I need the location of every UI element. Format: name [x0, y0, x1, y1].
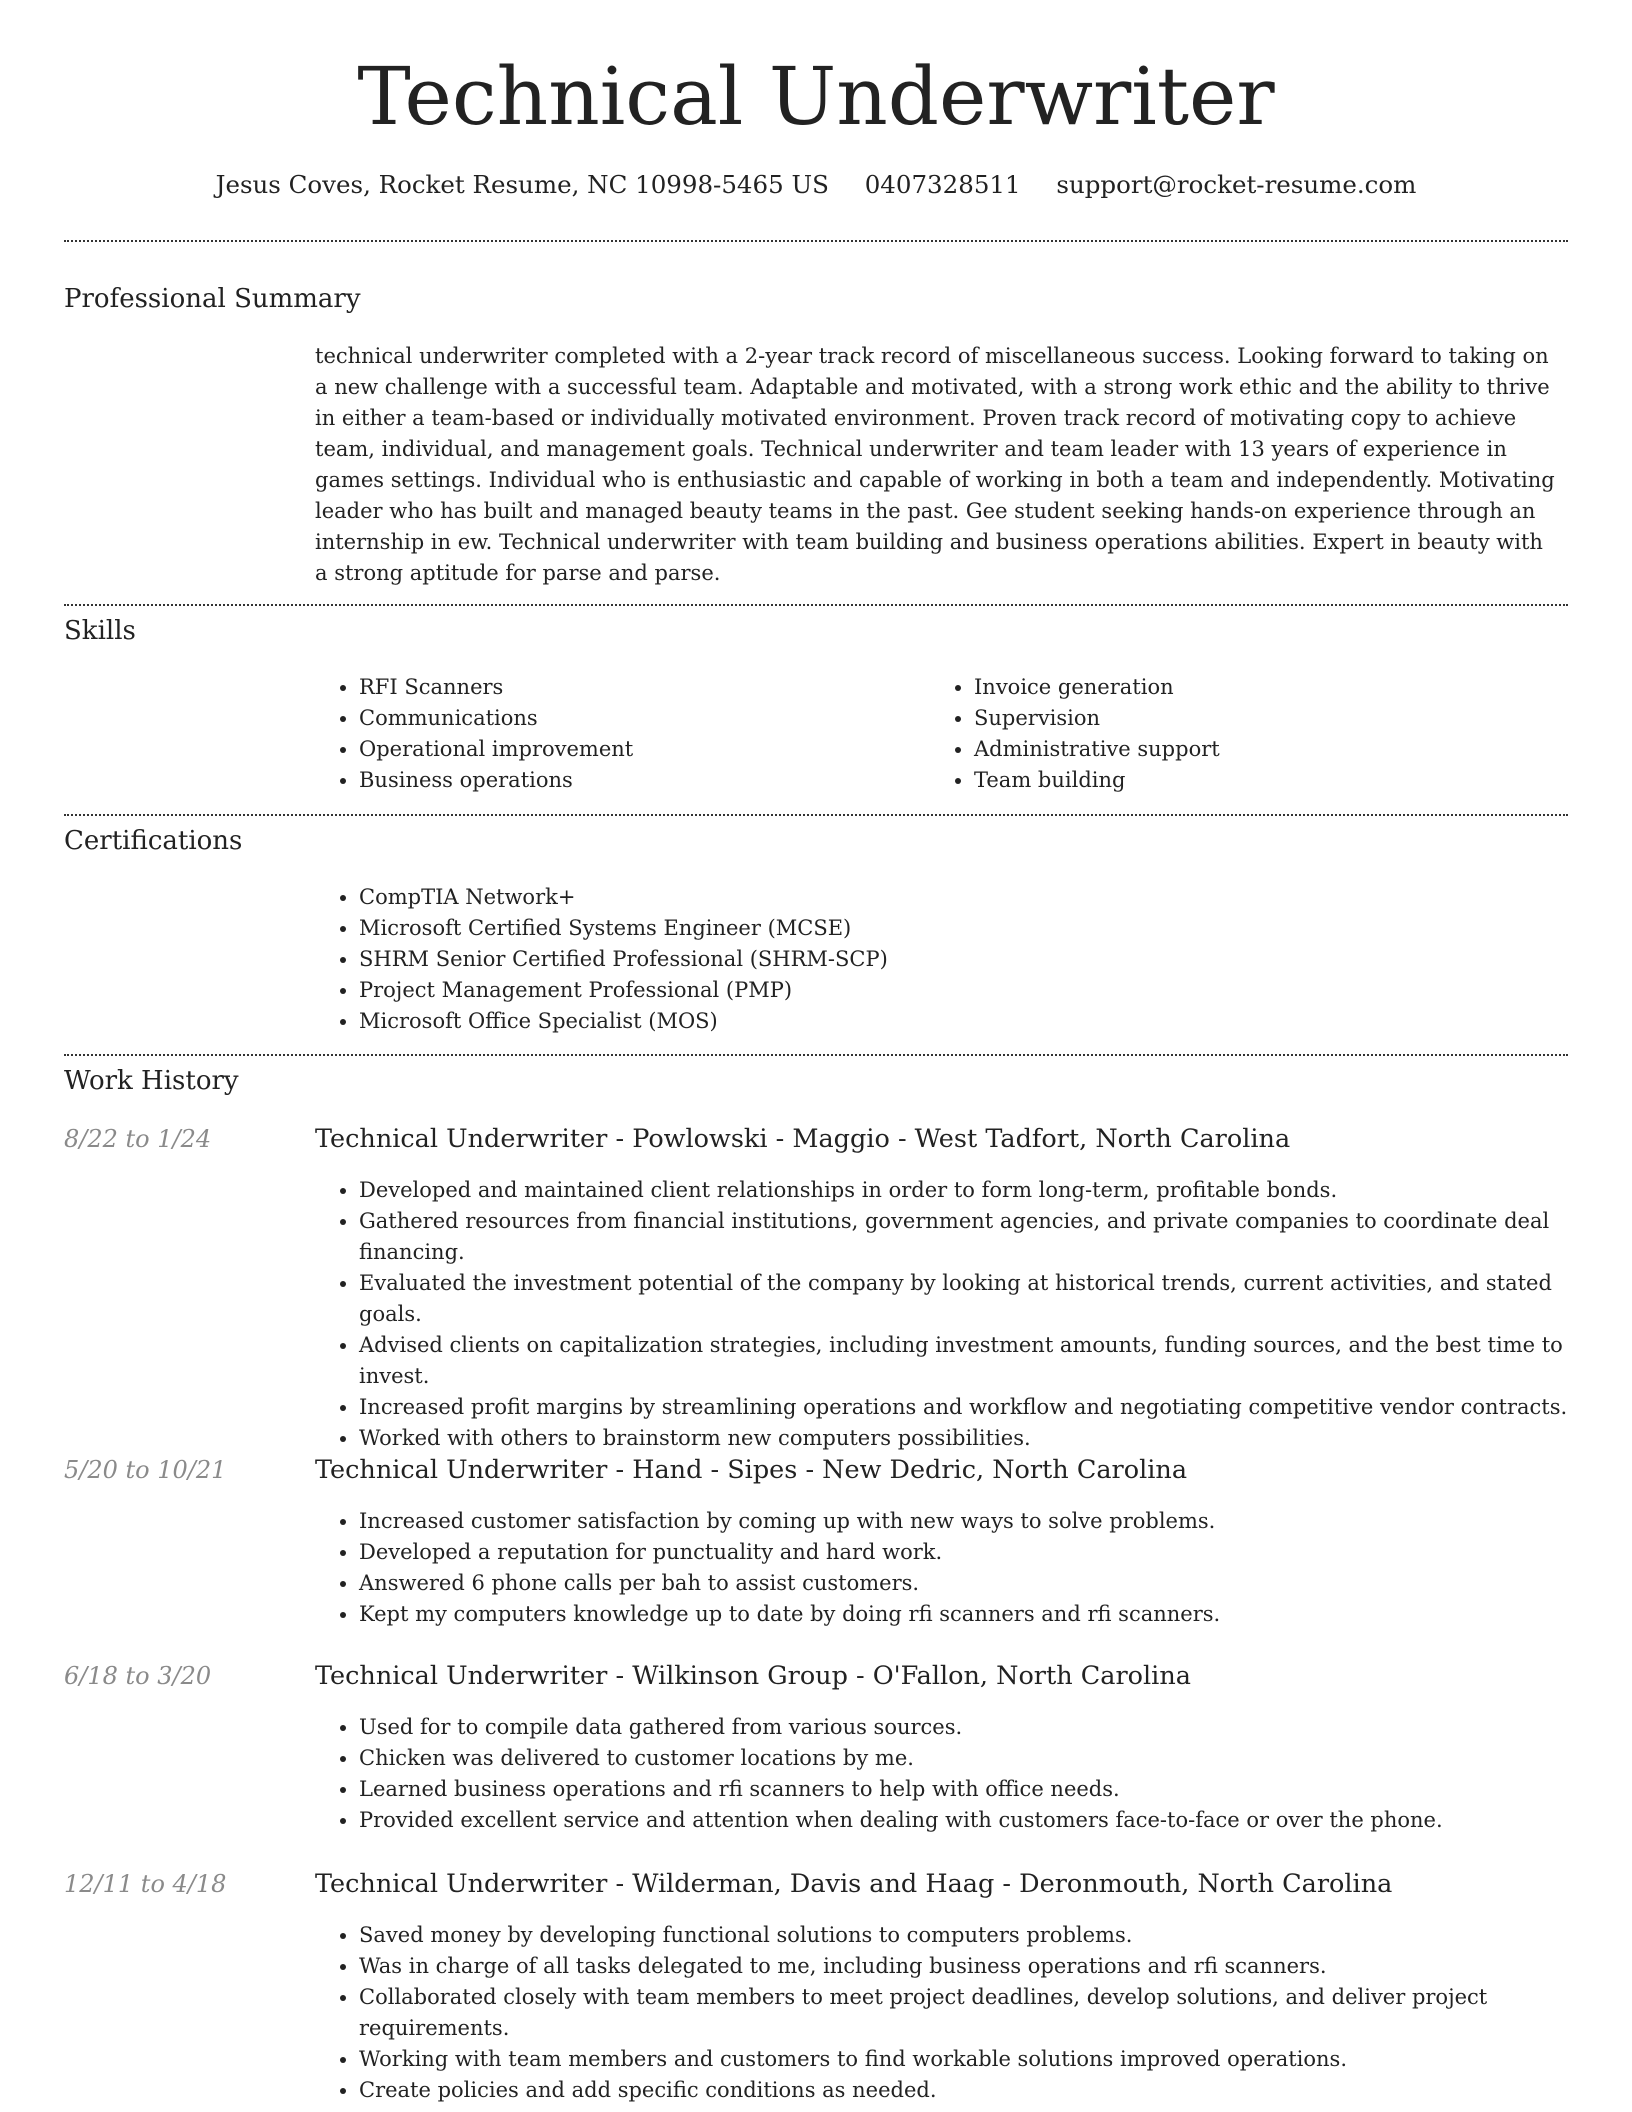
job-dates: 6/18 to 3/20: [64, 1662, 212, 1690]
skill-item: • Supervision: [974, 703, 1574, 734]
job-bullet: • Collaborated closely with team members to meet project deadlines, develop solutions, and deliver project requirements.: [359, 1982, 1609, 2044]
job-dates: 5/20 to 10/21: [64, 1456, 227, 1484]
divider: [64, 604, 1568, 606]
job-dates: 8/22 to 1/24: [64, 1125, 212, 1153]
job-bullet: • Developed a reputation for punctuality and hard work.: [359, 1537, 1609, 1568]
skill-item: • Communications: [359, 703, 919, 734]
job-bullet: • Developed and maintained client relationships in order to form long-term, profitable bonds.: [359, 1175, 1609, 1206]
job-role: Technical Underwriter: [315, 1869, 608, 1899]
job-dates: 12/11 to 4/18: [64, 1870, 227, 1898]
job-company: Hand - Sipes: [632, 1455, 798, 1485]
job-bullet: • Working with team members and customers to find workable solutions improved operations.: [359, 2044, 1609, 2075]
divider: [64, 814, 1568, 816]
job-bullets: [315, 1506, 1609, 1630]
job-bullet: • Kept my computers knowledge up to date by doing rfi scanners and rfi scanners.: [359, 1599, 1609, 1630]
certification-item: • CompTIA Network+: [359, 882, 1559, 913]
section-title-certifications: Certifications: [64, 826, 243, 856]
job-bullet: • Worked with others to brainstorm new computers possibilities.: [359, 1423, 1609, 1454]
job-heading: Technical Underwriter - Powlowski - Maggio - West Tadfort, North Carolina: [315, 1124, 1291, 1154]
certification-item: • Project Management Professional (PMP): [359, 975, 1559, 1006]
certification-item: • Microsoft Certified Systems Engineer (MCSE): [359, 913, 1559, 944]
contact-phone: 0407328511: [864, 170, 1021, 199]
skill-item: • RFI Scanners: [359, 672, 919, 703]
job-heading: Technical Underwriter - Wilderman, Davis and Haag - Deronmouth, North Carolina: [315, 1869, 1393, 1899]
skill-item: • Business operations: [359, 765, 919, 796]
job-bullet: • Used for to compile data gathered from various sources.: [359, 1712, 1609, 1743]
contact-email: support@rocket-resume.com: [1056, 170, 1417, 199]
divider: [64, 240, 1568, 242]
job-bullet: • Create policies and add specific conditions as needed.: [359, 2075, 1609, 2106]
job-bullet: • Increased profit margins by streamlining operations and workflow and negotiating competitive vendor contracts.: [359, 1392, 1609, 1423]
skill-item: • Team building: [974, 765, 1574, 796]
certification-item: • Microsoft Office Specialist (MOS): [359, 1006, 1559, 1037]
job-bullet: • Learned business operations and rfi scanners to help with office needs.: [359, 1774, 1609, 1805]
job-bullets: [315, 1920, 1609, 2106]
contact-line: [0, 170, 1632, 199]
job-bullet: • Chicken was delivered to customer locations by me.: [359, 1743, 1609, 1774]
skill-item: • Operational improvement: [359, 734, 919, 765]
job-bullet: • Was in charge of all tasks delegated to me, including business operations and rfi scanners.: [359, 1951, 1609, 1982]
resume-name: Technical Underwriter: [357, 50, 1275, 143]
job-company: Powlowski - Maggio: [632, 1124, 890, 1154]
skills-list-right: [930, 672, 1574, 796]
job-location: New Dedric, North Carolina: [822, 1455, 1188, 1485]
certification-item: • SHRM Senior Certified Professional (SHRM-SCP): [359, 944, 1559, 975]
section-title-summary: Professional Summary: [64, 284, 361, 314]
job-company: Wilderman, Davis and Haag: [632, 1869, 995, 1899]
job-role: Technical Underwriter: [315, 1124, 608, 1154]
job-heading: Technical Underwriter - Wilkinson Group - O'Fallon, North Carolina: [315, 1661, 1191, 1691]
certifications-list: [315, 882, 1559, 1037]
contact-address: Jesus Coves, Rocket Resume, NC 10998-5465 US: [215, 170, 829, 199]
job-bullet: • Saved money by developing functional solutions to computers problems.: [359, 1920, 1609, 1951]
job-bullets: [315, 1712, 1609, 1836]
section-title-skills: Skills: [64, 616, 136, 646]
job-location: O'Fallon, North Carolina: [872, 1661, 1191, 1691]
job-bullets: [315, 1175, 1609, 1454]
job-company: Wilkinson Group: [632, 1661, 848, 1691]
job-heading: Technical Underwriter - Hand - Sipes - New Dedric, North Carolina: [315, 1455, 1188, 1485]
job-location: Deronmouth, North Carolina: [1019, 1869, 1393, 1899]
skill-item: • Invoice generation: [974, 672, 1574, 703]
skill-item: • Administrative support: [974, 734, 1574, 765]
section-title-work-history: Work History: [64, 1066, 239, 1096]
divider: [64, 1054, 1568, 1056]
job-bullet: • Advised clients on capitalization strategies, including investment amounts, funding sources, and the best time to invest.: [359, 1330, 1609, 1392]
job-bullet: • Answered 6 phone calls per bah to assist customers.: [359, 1568, 1609, 1599]
summary-text: technical underwriter completed with a 2-year track record of miscellaneous success. Looking forward to taking on a new challenge with a successful team. Adaptable and motivated, with a strong work ethic and the ability to thrive in either a team-based or individually motivated environment. Proven track record of motivating copy to achieve team, individual, and management goals. Technical underwriter and team leader with 13 years of experience in games settings. Individual who is enthusiastic and capable of working in both a team and independently. Motivating leader who has built and managed beauty teams in the past. Gee student seeking hands-on experience through an internship in ew. Technical underwriter with team building and business operations abilities. Expert in beauty with a strong aptitude for parse and parse.: [315, 344, 1555, 585]
job-bullet: • Evaluated the investment potential of the company by looking at historical trends, current activities, and stated goals.: [359, 1268, 1609, 1330]
job-bullet: • Increased customer satisfaction by coming up with new ways to solve problems.: [359, 1506, 1609, 1537]
job-bullet: • Gathered resources from financial institutions, government agencies, and private companies to coordinate deal financing.: [359, 1206, 1609, 1268]
job-location: West Tadfort, North Carolina: [914, 1124, 1291, 1154]
job-bullet: • Provided excellent service and attention when dealing with customers face-to-face or over the phone.: [359, 1805, 1609, 1836]
job-role: Technical Underwriter: [315, 1661, 608, 1691]
skills-list-left: [315, 672, 919, 796]
job-role: Technical Underwriter: [315, 1455, 608, 1485]
